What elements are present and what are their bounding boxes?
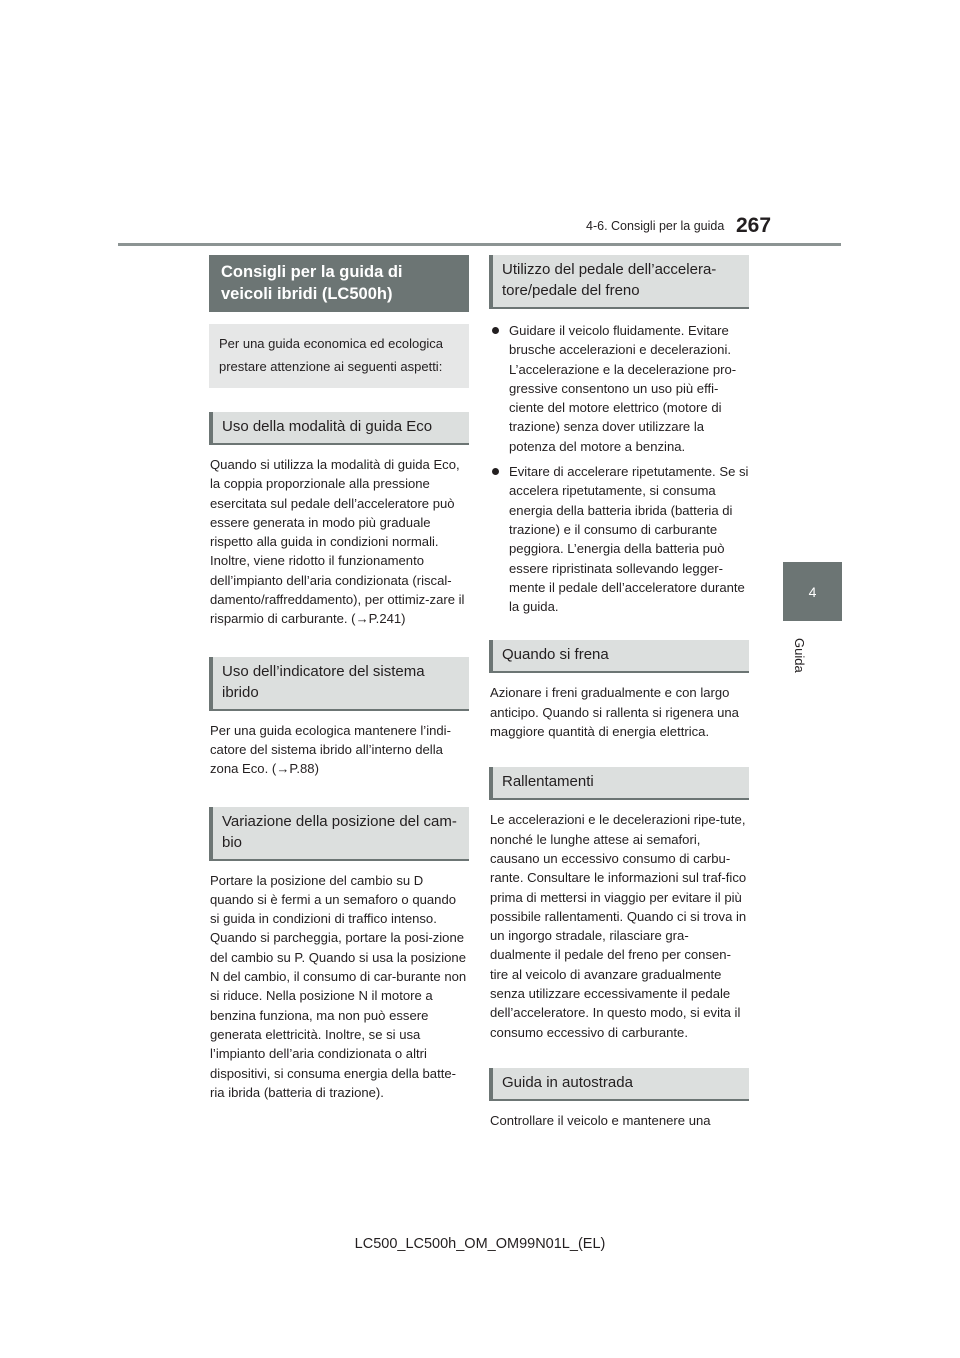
- right-column: [489, 255, 749, 1152]
- chapter-number: 4: [808, 583, 817, 600]
- chapter-tab[interactable]: [783, 562, 842, 621]
- section-text-shift-position: Portare la posizione del cambio su D quando si è fermi a un semaforo o quando si guida in condizioni di traffico intenso. Quando si parcheggia, portare la posi-zione del cambio su P. Quando si usa la posizione N del cambio, il consumo di car-burante non si riduce. Nella posizione N il motore a benzina funziona, ma non può essere generata elettricità. Inoltre, se si usa l’impianto dell’aria condizionata o altri dispositivi, si consuma energia della batte-ria ibrida (batteria di trazione).: [210, 872, 467, 1100]
- bullet-text: Guidare il veicolo fluidamente. Evitare brusche accelerazioni e decelerazioni. L’accelerazione e la decelerazione pro-gressive consentono un uso più effi-ciente del motore elettrico (motore di trazione) senza dover utilizzare la potenza del motore a benzina.: [509, 323, 737, 454]
- chapter-label: Guida: [792, 638, 807, 673]
- section-heading-hybrid-indicator: Uso dell’indicatore del sistema ibrido: [209, 657, 469, 711]
- bullet-icon: [492, 468, 499, 475]
- section-heading-pedals: Utilizzo del pedale dell’accelera-tore/pedale del freno: [489, 255, 749, 309]
- intro-box: Per una guida economica ed ecologica prestare attenzione ai seguenti aspetti:: [209, 324, 469, 388]
- section-heading-shift-position: Variazione della posizione del cam-bio: [209, 807, 469, 861]
- list-item: [489, 462, 749, 616]
- section-text-highway: Controllare il veicolo e mantenere una: [490, 1112, 711, 1128]
- bullet-icon: [492, 327, 499, 334]
- page-number: 267: [736, 214, 772, 237]
- chapter-label-container: [783, 638, 811, 678]
- section-text-eco-mode: Quando si utilizza la modalità di guida Eco, la coppia proporzionale alla pressione esercitata sul pedale dell’acceleratore può essere generata in modo più graduale rispetto alla guida in condizioni normali. Inoltre, viene ridotto il funzionamento dell’impianto dell’aria condizionata (riscal-damento/raffreddamento), per ottimiz-zare il risparmio di carburante. (→P.241): [210, 457, 465, 627]
- section-heading-slowdowns: Rallentamenti: [489, 767, 749, 800]
- section-heading-braking: Quando si frena: [489, 640, 749, 673]
- main-title: Consigli per la guida di veicoli ibridi (LC500h): [209, 255, 469, 312]
- header-section-title: 4-6. Consigli per la guida: [586, 219, 725, 233]
- header-rule: [118, 243, 841, 246]
- section-text-braking: Azionare i freni gradualmente e con largo anticipo. Quando si rallenta si rigenera una maggiore quantità di energia elettrica.: [490, 685, 739, 740]
- section-heading-eco-mode: Uso della modalità di guida Eco: [209, 412, 469, 445]
- section-heading-highway: Guida in autostrada: [489, 1068, 749, 1101]
- left-column: [209, 255, 469, 1124]
- bullet-text: Evitare di accelerare ripetutamente. Se si accelera ripetutamente, si consuma energia della batteria ibrida (batteria di trazione) e il consumo di carburante peggiora. L’energia della batteria può essere ripristinata sollevando legger-mente il pedale dell’acceleratore durante la guida.: [509, 464, 749, 615]
- footer-code: LC500_LC500h_OM_OM99N01L_(EL): [354, 1236, 606, 1252]
- section-text-slowdowns: Le accelerazioni e le decelerazioni ripe-tute, nonché le lunghe attese ai semafori, causano un eccessivo consumo di carbu-rante. Consultare le informazioni sul traf-fico prima di mettersi in viaggio per evitare il più possibile rallentamenti. Quando ci si trova in un ingorgo stradale, rilasciare gra-dualmente il pedale del freno per consen-tire al veicolo di avanzare gradualmente senza utilizzare eccessivamente il pedale dell’acceleratore. In questo modo, si evita il consumo eccessivo di carburante.: [490, 812, 747, 1040]
- list-item: [489, 321, 749, 456]
- section-text-hybrid-indicator: Per una guida ecologica mantenere l’indi-catore del sistema ibrido all’interno della zona Eco. (→P.88): [210, 722, 451, 777]
